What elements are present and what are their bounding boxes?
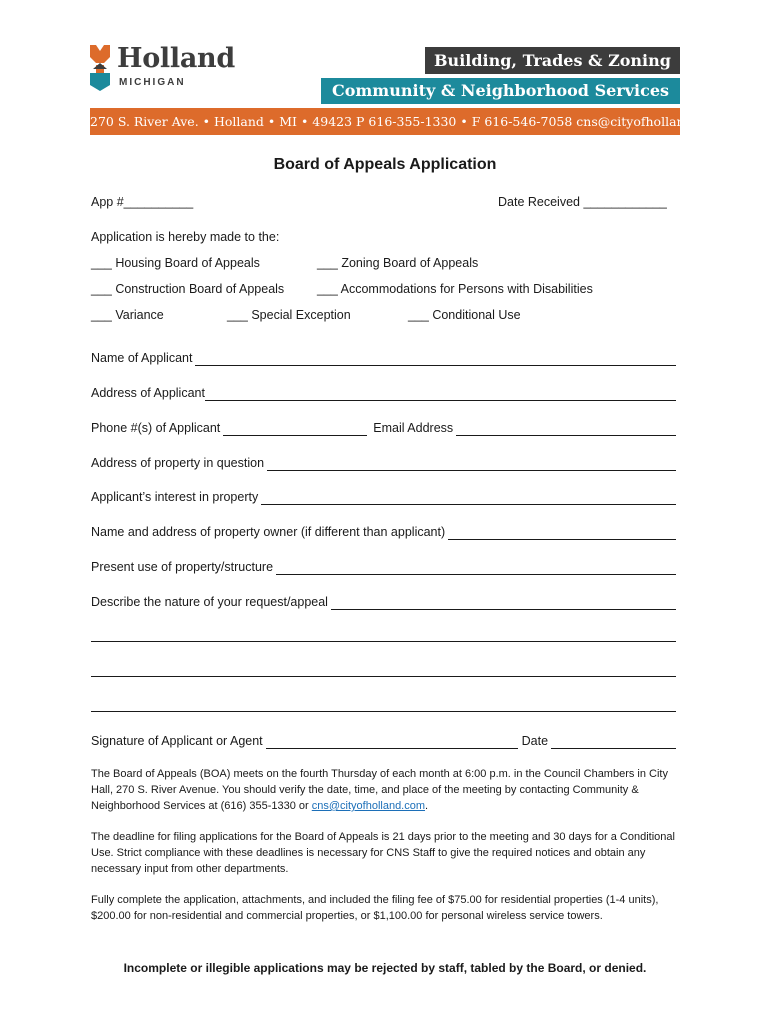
phone-label: Phone #(s) of Applicant (91, 421, 221, 435)
property-address-line[interactable] (267, 457, 676, 471)
contact-banner: 270 S. River Ave. • Holland • MI • 49423 P 616-355-1330 • F 616-546-7058 cns@cityofholland.com (90, 108, 680, 135)
present-use-row (91, 559, 676, 575)
interest-line[interactable] (261, 491, 676, 505)
present-use-line[interactable] (276, 561, 676, 575)
describe-label: Describe the nature of your request/appeal (91, 595, 328, 609)
date-received-field[interactable]: Date Received ____________ (498, 195, 667, 209)
property-address-row (91, 455, 676, 471)
logo-subtitle: MICHIGAN (119, 77, 186, 88)
option-special-exception[interactable]: ___ Special Exception (227, 308, 351, 322)
rejection-warning: Incomplete or illegible applications may be rejected by staff, tabled by the Board, or denied. (123, 961, 647, 975)
describe-extra-line-3[interactable] (91, 711, 676, 712)
option-zoning-board[interactable]: ___ Zoning Board of Appeals (317, 256, 479, 270)
applicant-address-row (91, 385, 676, 401)
applicant-address-line[interactable] (205, 387, 676, 401)
email-label: Email Address (373, 421, 454, 435)
signature-date-label: Date (521, 734, 549, 748)
owner-line[interactable] (448, 526, 676, 540)
deadline-paragraph: The deadline for filing applications for the Board of Appeals is 21 days prior to the meeting and 30 days for a Conditional Use. Strict compliance with these deadlines is necessary for CNS Staff to give the required notices and obtain any necessary input from other departments. (91, 831, 675, 875)
phone-email-row (91, 420, 676, 436)
applicant-address-label: Address of Applicant (91, 386, 205, 400)
describe-extra-line-1[interactable] (91, 641, 676, 642)
signature-line[interactable] (266, 735, 518, 749)
application-intro: Application is hereby made to the: (91, 230, 280, 244)
email-line[interactable] (456, 422, 676, 436)
signature-label: Signature of Applicant or Agent (91, 734, 263, 748)
holland-logo-icon (90, 45, 110, 91)
signature-date-line[interactable] (551, 735, 676, 749)
option-construction-board[interactable]: ___ Construction Board of Appeals (91, 282, 285, 296)
option-housing-board[interactable]: ___ Housing Board of Appeals (91, 256, 260, 270)
fee-paragraph: Fully complete the application, attachments, and included the filing fee of $75.00 for residential properties (1-4 units), $200.00 for non-residential and commercial properties, or $1,100.00 for personal wireless service towers. (91, 894, 659, 922)
option-accommodations[interactable]: ___ Accommodations for Persons with Disabilities (317, 282, 593, 296)
applicant-name-line[interactable] (195, 352, 676, 366)
meeting-info-text: The Board of Appeals (BOA) meets on the fourth Thursday of each month at 6:00 p.m. in the Council Chambers in City Hall, 270 S. River Avenue. You should verify the date, time, and place of the meeting by contacting Community & Neighborhood Services at (616) 355-1330 or (91, 768, 668, 812)
meeting-info-end: . (425, 800, 429, 812)
property-address-label: Address of property in question (91, 456, 265, 470)
interest-label: Applicant’s interest in property (91, 490, 259, 504)
applicant-name-row (91, 350, 676, 366)
describe-line[interactable] (331, 596, 676, 610)
present-use-label: Present use of property/structure (91, 560, 274, 574)
owner-label: Name and address of property owner (if different than applicant) (91, 525, 446, 539)
meeting-info-paragraph (91, 766, 681, 814)
cns-email-link[interactable]: cns@cityofholland.com (311, 800, 426, 812)
phone-line[interactable] (223, 422, 367, 436)
department-banner: Building, Trades & Zoning (425, 47, 680, 74)
describe-row (91, 594, 676, 610)
describe-extra-line-2[interactable] (91, 676, 676, 677)
logo-wordmark: Holland (117, 43, 235, 74)
option-variance[interactable]: ___ Variance (91, 308, 164, 322)
signature-row (91, 733, 676, 749)
app-number-field[interactable]: App #__________ (91, 195, 194, 209)
interest-row (91, 489, 676, 505)
option-conditional-use[interactable]: ___ Conditional Use (408, 308, 521, 322)
division-banner: Community & Neighborhood Services (321, 78, 680, 104)
applicant-name-label: Name of Applicant (91, 351, 193, 365)
form-title: Board of Appeals Application (273, 156, 497, 173)
owner-row (91, 524, 676, 540)
